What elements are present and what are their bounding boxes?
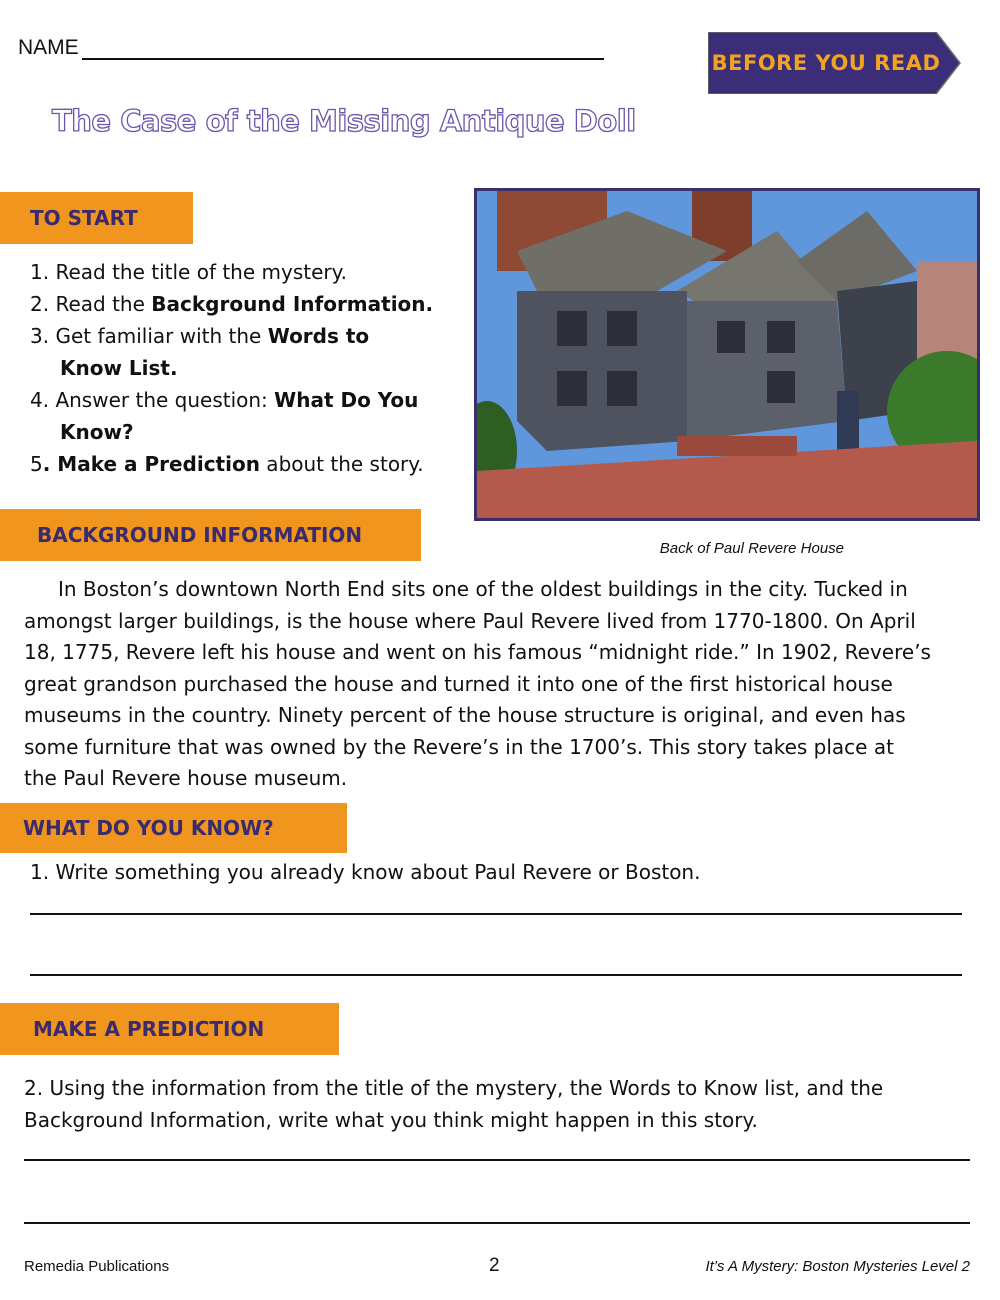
answer-line-1a[interactable] [30, 913, 962, 915]
paragraph-line: the Paul Revere house museum. [24, 766, 348, 790]
paragraph-line: 18, 1775, Revere left his house and went on his famous “midnight ride.” In 1902, Revere’s [24, 640, 931, 664]
page-number: 2 [489, 1255, 500, 1276]
paragraph-line: some furniture that was owned by the Revere’s in the 1700’s. This story takes place at [24, 734, 894, 759]
step-number: 3. [30, 324, 50, 348]
step-bold-text: Know? [60, 420, 134, 444]
question-2-line-1: 2. Using the information from the title of the mystery, the Words to Know list, and the [24, 1076, 884, 1100]
to-start-heading-text: TO START [30, 206, 138, 230]
step-3 [30, 320, 433, 352]
name-line[interactable] [82, 58, 604, 60]
step-bold-text: Know List. [60, 356, 178, 380]
step-text: Answer the question: [49, 388, 275, 412]
make-a-prediction-heading-text: MAKE A PREDICTION [33, 1017, 265, 1041]
background-information-heading-text: BACKGROUND INFORMATION [37, 523, 363, 547]
step-number: 5 [30, 452, 43, 476]
step-number: 1. [30, 260, 50, 284]
answer-line-2a[interactable] [24, 1159, 970, 1161]
step-bold-text: Words to [267, 324, 370, 348]
name-label: NAME [18, 36, 79, 59]
step-bold-text: . Make a Prediction [42, 452, 260, 476]
step-text: about the story. [259, 452, 424, 476]
make-a-prediction-heading [0, 1003, 339, 1055]
paragraph-line: In Boston’s downtown North End sits one of the oldest buildings in the city. Tucked in [58, 577, 908, 601]
background-information-heading [0, 509, 421, 561]
question-2-line-2: Background Information, write what you think might happen in this story. [24, 1108, 758, 1132]
to-start-heading [0, 192, 193, 244]
step-2 [30, 288, 433, 320]
paragraph-line: museums in the country. Ninety percent of the house structure is original, and even has [24, 703, 906, 727]
page-title: The Case of the Missing Antique Doll [52, 104, 636, 138]
paul-revere-house-photo [474, 188, 980, 521]
what-do-you-know-heading [0, 803, 347, 853]
background-paragraph [24, 574, 984, 795]
photo-caption: Back of Paul Revere House [659, 540, 844, 557]
step-4-continued [30, 416, 433, 448]
step-number: 4. [30, 388, 50, 412]
footer-book-title: It’s A Mystery: Boston Mysteries Level 2 [705, 1258, 970, 1275]
step-1 [30, 256, 433, 288]
step-text: Read the [49, 292, 152, 316]
step-3-continued [30, 352, 433, 384]
step-4 [30, 384, 433, 416]
what-do-you-know-heading-text: WHAT DO YOU KNOW? [23, 816, 274, 840]
step-bold-text: What Do You [274, 388, 419, 412]
question-1: 1. Write something you already know about Paul Revere or Boston. [30, 860, 701, 884]
paragraph-line: amongst larger buildings, is the house where Paul Revere lived from 1770-1800. On April [24, 608, 916, 633]
house-illustration [477, 191, 977, 518]
before-you-read-badge [708, 32, 962, 94]
step-text: Get familiar with the [49, 324, 268, 348]
step-text: Read the title of the mystery. [49, 260, 347, 284]
answer-line-1b[interactable] [30, 974, 962, 976]
step-bold-text: Background Information. [151, 292, 434, 316]
badge-label: BEFORE YOU READ [711, 51, 941, 75]
answer-line-2b[interactable] [24, 1222, 970, 1224]
footer-publisher: Remedia Publications [24, 1258, 170, 1275]
step-number: 2. [30, 292, 50, 316]
steps-list [30, 256, 433, 480]
step-5 [30, 448, 433, 480]
paragraph-line: great grandson purchased the house and turned it into one of the first historical house [24, 671, 893, 696]
